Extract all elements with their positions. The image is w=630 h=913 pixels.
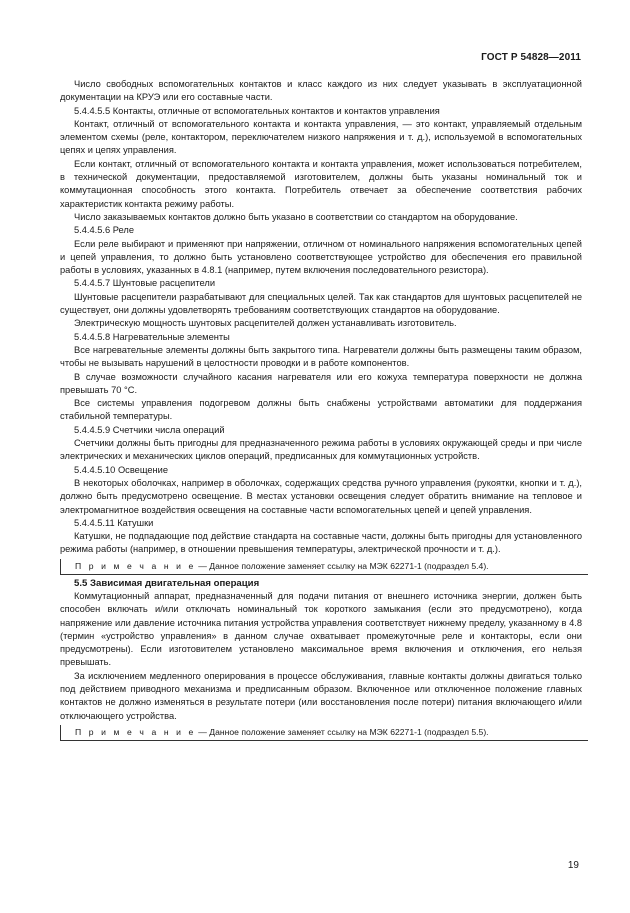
clause-heading-5-4-4-5-10: 5.4.4.5.10 Освещение bbox=[74, 464, 169, 475]
paragraph: В случае возможности случайного касания нагревателя или его кожуха температура поверхности не должна превышать 70 °С. bbox=[60, 371, 582, 395]
note-label: П р и м е ч а н и е bbox=[75, 726, 196, 737]
clause-heading-5-4-4-5-7: 5.4.4.5.7 Шунтовые расцепители bbox=[74, 278, 216, 289]
note-box bbox=[60, 725, 588, 741]
clause-heading-5-4-4-5-8: 5.4.4.5.8 Нагревательные элементы bbox=[74, 331, 230, 342]
paragraph: Шунтовые расцепители разрабатывают для специальных целей. Так как стандартов для шунтовых расцепителей не существует, они должны удовлетворять требованиям соответствующих стандартов на оборудование. bbox=[60, 291, 582, 316]
note-text: — Данное положение заменяет ссылку на МЭК 62271-1 (подраздел 5.5). bbox=[195, 726, 489, 737]
paragraph: Электрическую мощность шунтовых расцепителей должен устанавливать изготовитель. bbox=[74, 318, 457, 329]
clause-heading-5-4-4-5-9: 5.4.4.5.9 Счетчики числа операций bbox=[74, 424, 225, 435]
paragraph: Катушки, не подпадающие под действие стандарта на составные части, должны быть пригодны для установленного режима работы (например, в отношении превышения температуры, электрической прочности и т. д.). bbox=[60, 531, 582, 555]
paragraph: Все системы управления подогревом должны быть снабжены устройствами автоматики для поддержания стабильной температуры. bbox=[60, 398, 582, 422]
paragraph: Число свободных вспомогательных контактов и класс каждого из них следует указывать в эксплуатационной документации на КРУЭ или его составные части. bbox=[60, 79, 582, 103]
page-number: 19 bbox=[567, 860, 579, 871]
paragraph: Коммутационный аппарат, предназначенный для подачи питания от внешнего источника энергии, должен быть способен включать и/или отключать номинальный ток короткого замыкания (если это предусмотрено), когда напряжение или давление источника питания устройства управления соответствует нижнему пределу, указанному в 4.8 (термин «устройство управления» в данном случае охватывает промежуточные реле и контакторы, если они предусмотрены). Если изготовителем установлено максимальное время включения и отключения, его нельзя превышать. bbox=[60, 590, 582, 668]
paragraph: Если контакт, отличный от вспомогательного контакта и контакта управления, может использоваться потребителем, в технической документации, предоставляемой изготовителем, должны быть указаны номинальный ток и коммутационная способность этого контакта. Потребитель отвечает за обеспечение соответствия рабочих характеристик контакта режиму работы. bbox=[60, 158, 582, 209]
note-box bbox=[60, 559, 588, 575]
clause-heading-5-4-4-5-11: 5.4.4.5.11 Катушки bbox=[74, 517, 154, 528]
paragraph: Число заказываемых контактов должно быть указано в соответствии со стандартом на оборудование. bbox=[74, 211, 518, 222]
note-label: П р и м е ч а н и е bbox=[75, 560, 196, 571]
note-text: — Данное положение заменяет ссылку на МЭК 62271-1 (подраздел 5.4). bbox=[195, 560, 489, 571]
section-heading-5-5: 5.5 Зависимая двигательная операция bbox=[74, 577, 260, 589]
paragraph: Все нагревательные элементы должны быть закрытого типа. Нагреватели должны быть размещены таким образом, чтобы не вызывать нарушений в целостности проводки и в работе компонентов. bbox=[60, 344, 582, 369]
clause-heading-5-4-4-5-6: 5.4.4.5.6 Реле bbox=[74, 225, 135, 236]
paragraph: Если реле выбирают и применяют при напряжении, отличном от номинального напряжения вспомогательных цепей и цепей управления, то должно быть установлено соответствующее устройство для обеспечения его правильной работы в условиях, указанных в 4.8.1 (например, путем включения последовательного резистора). bbox=[60, 238, 582, 276]
document-body bbox=[60, 78, 582, 743]
paragraph: Контакт, отличный от вспомогательного контакта и контакта управления, — это контакт, управляемый отдельным элементом схемы (реле, контактором, переключателем низкого напряжения и т. д.), используемой в вспомогательных цепях и цепях управления. bbox=[60, 118, 582, 156]
paragraph: Счетчики должны быть пригодны для предназначенного режима работы в условиях окружающей среды и при числе электрических и механических циклов операций, предписанных для коммутационных устройств. bbox=[60, 438, 582, 462]
standard-header: ГОСТ Р 54828—2011 bbox=[481, 52, 581, 63]
clause-heading-5-4-4-5-5: 5.4.4.5.5 Контакты, отличные от вспомогательных контактов и контактов управления bbox=[74, 105, 440, 116]
paragraph: За исключением медленного оперирования в процессе обслуживания, главные контакты должны двигаться только под действием приводного механизма и предписанным образом. Включенное или отключенное положение главных контактов не должно изменяться в результате потери (или восстановления после потери) питания включающего и/или отключающего устройства. bbox=[60, 670, 582, 721]
paragraph: В некоторых оболочках, например в оболочках, содержащих средства ручного управления (рукоятки, кнопки и т. д.), должно быть предусмотрено освещение. В местах установки освещения следует обратить внимание на тепловое и электромагнитное воздействия освещения на составные части вспомогательных цепей и цепей управления. bbox=[60, 477, 582, 515]
